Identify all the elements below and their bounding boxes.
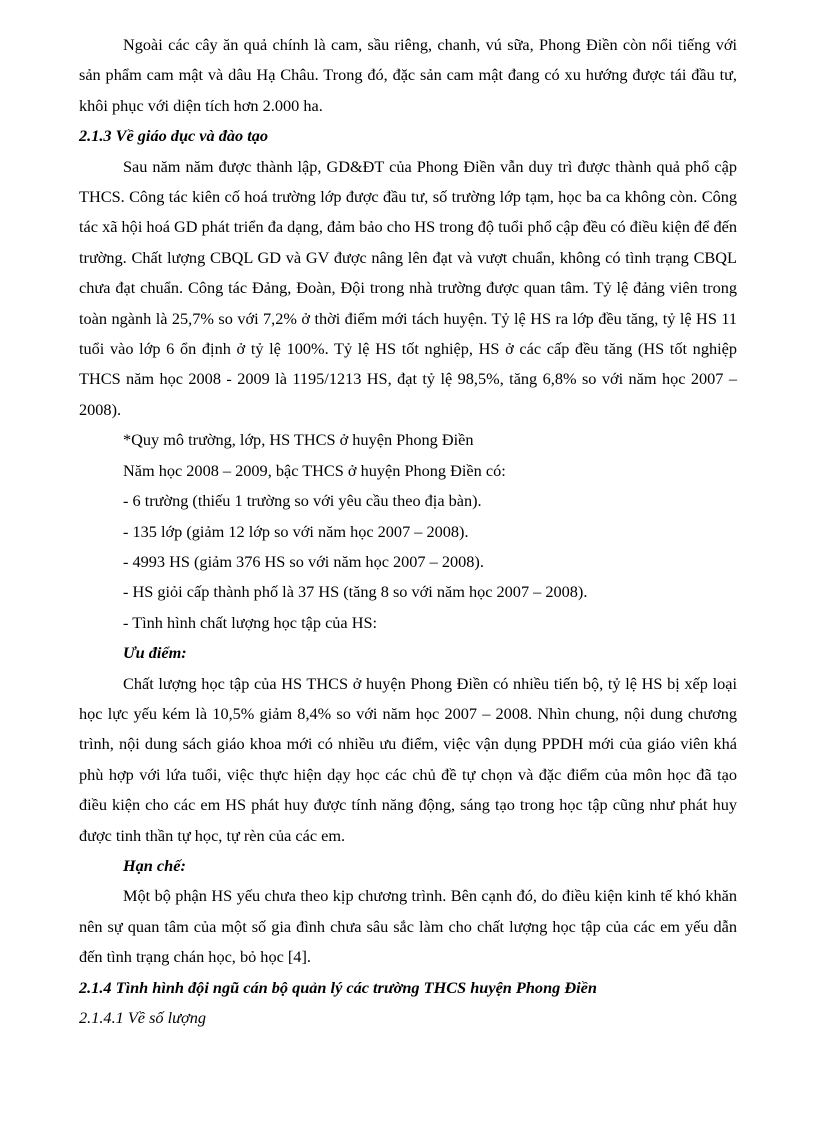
subheading-limitations: Hạn chế: <box>123 855 186 875</box>
list-item: - 6 trường (thiếu 1 trường so với yêu cầu theo địa bàn). <box>123 491 482 511</box>
paragraph-fruit-trees: Ngoài các cây ăn quả chính là cam, sầu riêng, chanh, vú sữa, Phong Điền còn nổi tiếng với sản phẩm cam mật và dâu Hạ Châu. Trong đó, đặc sản cam mật đang có xu hướng được tái đầu tư, khôi phục với diện tích hơn 2.000 ha. <box>79 35 737 115</box>
list-item: - HS giỏi cấp thành phố là 37 HS (tăng 8 so với năm học 2007 – 2008). <box>123 582 588 602</box>
list-item: - Tình hình chất lượng học tập của HS: <box>123 612 378 632</box>
document-page <box>79 30 737 1033</box>
scale-lead: Năm học 2008 – 2009, bậc THCS ở huyện Phong Điền có: <box>123 460 506 480</box>
scale-title: *Quy mô trường, lớp, HS THCS ở huyện Phong Điền <box>123 430 474 450</box>
paragraph-education: Sau năm năm được thành lập, GD&ĐT của Phong Điền vẫn duy trì được thành quả phổ cập THCS. Công tác kiên cố hoá trường lớp được đầu tư, số trường lớp tạm, học ba ca không còn. Công tác xã hội hoá GD phát triển đa dạng, đảm bảo cho HS trong độ tuổi phổ cập đều có điều kiện để đến trường. Chất lượng CBQL GD và GV được nâng lên đạt và vượt chuẩn, không có tình trạng CBQL chưa đạt chuẩn. Công tác Đảng, Đoàn, Đội trong nhà trường được quan tâm. Tỷ lệ đảng viên trong toàn ngành là 25,7% so với 7,2% ở thời điểm mới tách huyện. Tỷ lệ HS ra lớp đều tăng, tỷ lệ HS 11 tuổi vào lớp 6 ổn định ở tỷ lệ 100%. Tỷ lệ HS tốt nghiệp, HS ở các cấp đều tăng (HS tốt nghiệp THCS năm học 2008 - 2009 là 1195/1213 HS, đạt tỷ lệ 98,5%, tăng 6,8% so với năm học 2007 – 2008). <box>79 156 737 419</box>
heading-2-1-4-1: 2.1.4.1 Về số lượng <box>79 1008 207 1027</box>
heading-2-1-3: 2.1.3 Về giáo dục và đào tạo <box>79 126 269 146</box>
heading-2-1-4: 2.1.4 Tình hình đội ngũ cán bộ quản lý các trường THCS huyện Phong Điền <box>79 977 597 997</box>
subheading-advantages: Ưu điểm: <box>123 643 187 663</box>
paragraph-limitations: Một bộ phận HS yếu chưa theo kịp chương trình. Bên cạnh đó, do điều kiện kinh tế khó khăn nên sự quan tâm của một số gia đình chưa sâu sắc làm cho chất lượng học tập của các em yếu dẫn đến tình trạng chán học, bỏ học [4]. <box>79 886 737 967</box>
paragraph-advantages: Chất lượng học tập của HS THCS ở huyện Phong Điền có nhiều tiến bộ, tỷ lệ HS bị xếp loại học lực yếu kém là 10,5% giảm 8,4% so với năm học 2007 – 2008. Nhìn chung, nội dung chương trình, nội dung sách giáo khoa mới có nhiều ưu điểm, việc vận dụng PPDH mới của giáo viên khá phù hợp với lứa tuổi, việc thực hiện dạy học các chủ đề tự chọn và đặc điểm của môn học đã tạo điều kiện cho các em HS phát huy được tính năng động, sáng tạo trong học tập cũng như phát huy được tinh thần tự học, tự rèn của các em. <box>79 673 737 845</box>
list-item: - 4993 HS (giảm 376 HS so với năm học 2007 – 2008). <box>123 551 484 571</box>
list-item: - 135 lớp (giảm 12 lớp so với năm học 2007 – 2008). <box>123 521 469 541</box>
